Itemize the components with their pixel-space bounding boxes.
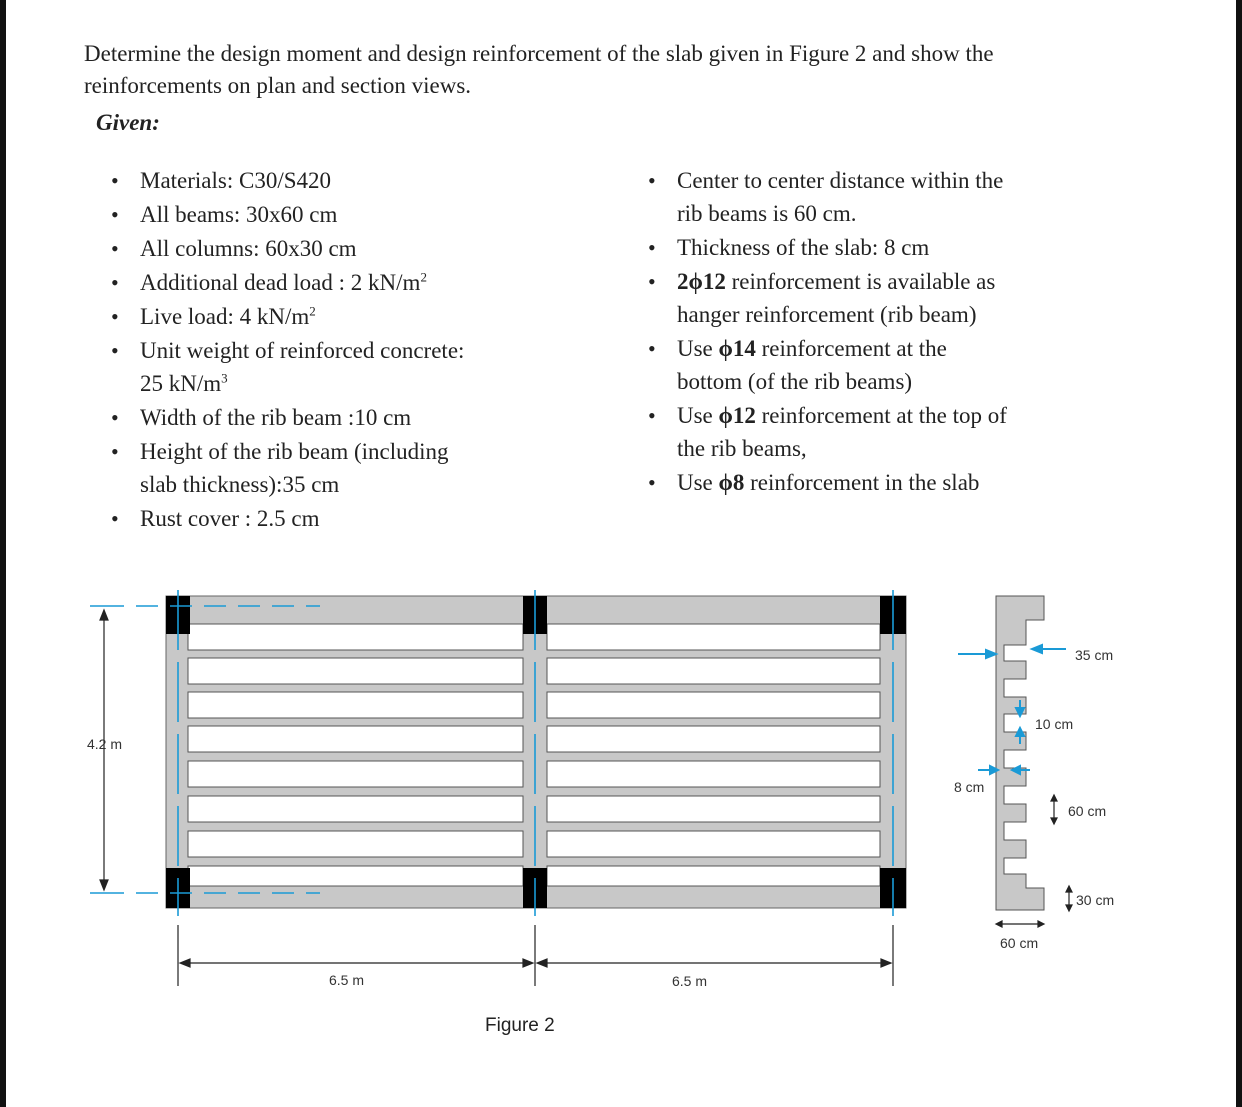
label-30cm: 30 cm [1076,892,1115,908]
label-60cm-spacing: 60 cm [1068,803,1107,819]
given-heading: Given: [96,110,160,135]
list-item-slab-bar: • Use ϕ8 reinforcement in the slab [648,466,1078,499]
plan-view [87,590,906,989]
list-item-top-bar: • Use ϕ12 reinforcement at the top of the rib beams, [648,399,1078,465]
given-list-right [648,164,1078,500]
list-item-spacing: • Center to center distance within the rib beams is 60 cm. [648,164,1078,230]
section-shape [996,596,1044,910]
label-8cm: 8 cm [954,779,985,795]
question-text [84,38,1160,102]
list-item-cover: • Rust cover : 2.5 cm [111,502,541,535]
list-item-live-load: • Live load: 4 $kN/m^2$ [111,300,541,333]
figure-caption: Figure 2 [485,1015,555,1036]
list-item-materials: • Materials: C30/S420 [111,164,541,197]
list-item-beams: • All beams: 30x60 cm [111,198,541,231]
label-35cm: 35 cm [1075,647,1114,663]
list-item-thickness: • Thickness of the slab: 8 cm [648,231,1078,264]
list-item-rib-height: • Height of the rib beam (including slab thickness):35 cm [111,435,541,501]
list-item-dead-load: • Additional dead load : 2 $kN/m^2$ [111,266,541,299]
dimension-6-5m [178,925,893,986]
list-item-hanger: • 2ϕ12 reinforcement is available as hanger reinforcement (rib beam) [648,265,1078,331]
given-list-left [111,164,541,536]
question-line-1: Determine the design moment and design reinforcement of the slab given in Figure 2 and show the [84,41,994,66]
question-line-2: reinforcements on plan and section views. [84,73,472,98]
list-item-unit-weight: • Unit weight of reinforced concrete: 25 $kN/m^3$ [111,334,541,400]
figure-2-drawing [0,570,1242,1010]
list-item-bottom-bar: • Use ϕ14 reinforcement at the bottom (of the rib beams) [648,332,1078,398]
label-60cm-width: 60 cm [1000,935,1039,951]
label-4-2m: 4.2 m [87,736,123,752]
list-item-columns: • All columns: 60x30 cm [111,232,541,265]
label-10cm: 10 cm [1035,716,1074,732]
label-6-5m-left: 6.5 m [329,972,365,988]
label-6-5m-right: 6.5 m [672,973,708,989]
list-item-rib-width: • Width of the rib beam :10 cm [111,401,541,434]
section-view [954,596,1114,951]
